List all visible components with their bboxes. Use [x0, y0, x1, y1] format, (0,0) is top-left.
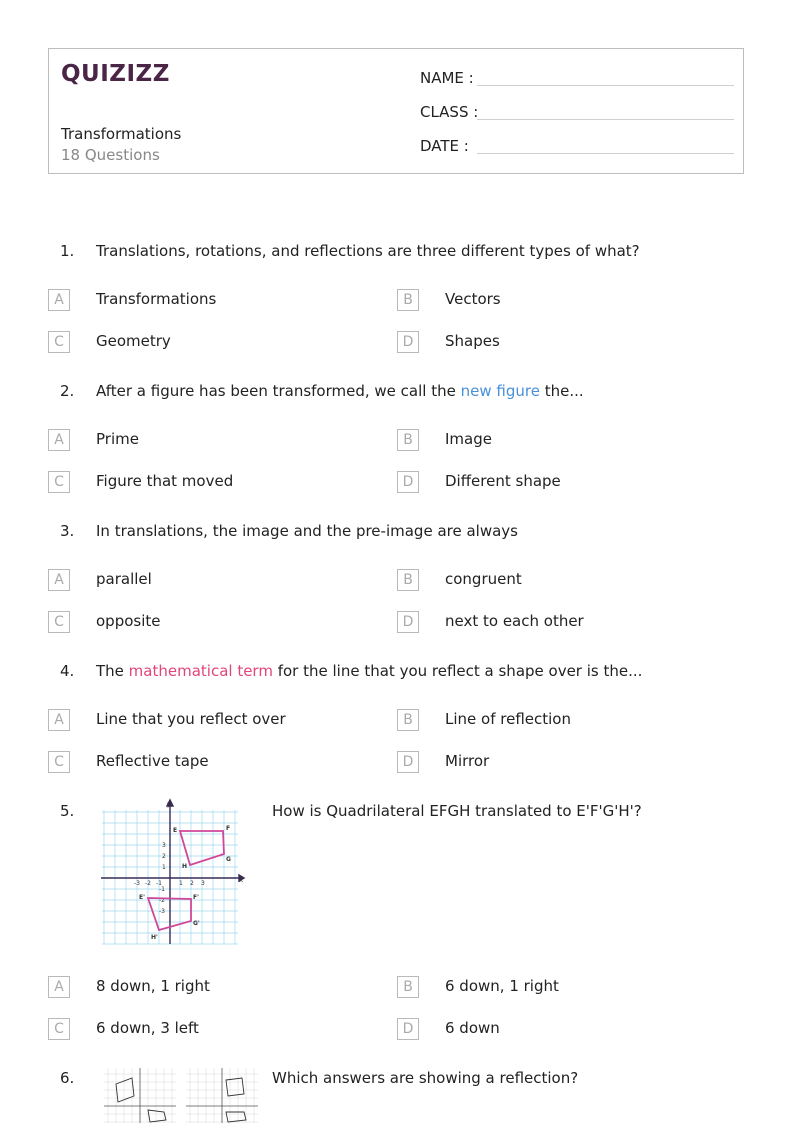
x-tick-label: 3 [201, 880, 205, 887]
y-axis-label: y [167, 801, 171, 808]
option-letter: D [397, 751, 419, 773]
question-number: 1. [60, 242, 75, 260]
vertex-label: H' [151, 934, 158, 941]
highlighted-term: new figure [460, 382, 540, 400]
class-line [477, 119, 734, 120]
question-count: 18 Questions [61, 146, 160, 164]
option-text: congruent [445, 570, 522, 588]
option-letter: C [48, 331, 70, 353]
x-tick-label: -3 [134, 880, 140, 887]
question-number: 5. [60, 802, 75, 820]
y-tick-label: -2 [159, 897, 165, 904]
option-text: Line that you reflect over [96, 710, 286, 728]
question-number: 3. [60, 522, 75, 540]
option-text: Shapes [445, 332, 500, 350]
option-text: Transformations [96, 290, 217, 308]
option-text: Reflective tape [96, 752, 209, 770]
x-tick-label: 1 [179, 880, 183, 887]
reflection-graph-1 [100, 1066, 180, 1123]
y-tick-label: -3 [159, 908, 165, 915]
date-field[interactable] [420, 137, 734, 155]
y-tick-label: -1 [159, 886, 165, 893]
option-letter: C [48, 751, 70, 773]
question-text-part: After a figure has been transformed, we call the [96, 382, 461, 400]
option-text: opposite [96, 612, 161, 630]
question-number: 4. [60, 662, 75, 680]
name-line [477, 85, 734, 86]
option-letter: C [48, 1018, 70, 1040]
axes [101, 800, 244, 944]
option-letter: D [397, 471, 419, 493]
question-text: Translations, rotations, and reflections are three different types of what? [96, 242, 640, 260]
name-label: NAME : [420, 69, 474, 87]
option-letter: A [48, 569, 70, 591]
option-letter: D [397, 331, 419, 353]
question-number: 6. [60, 1069, 75, 1087]
option-letter: B [397, 976, 419, 998]
date-line [477, 153, 734, 154]
x-tick-label: -2 [145, 880, 151, 887]
vertex-label: E' [139, 894, 145, 901]
option-letter: A [48, 709, 70, 731]
option-letter: B [397, 289, 419, 311]
option-text: Image [445, 430, 492, 448]
option-text: Geometry [96, 332, 171, 350]
coordinate-graph [98, 798, 246, 946]
quizizz-logo: QUIZIZZ [61, 61, 170, 87]
worksheet-header [48, 48, 744, 174]
date-label: DATE : [420, 137, 469, 155]
option-letter: D [397, 611, 419, 633]
highlighted-term: mathematical term [128, 662, 273, 680]
reflection-graph-2 [182, 1066, 262, 1123]
option-letter: D [397, 1018, 419, 1040]
question-text: In translations, the image and the pre-image are always [96, 522, 518, 540]
question-text-part: The [96, 662, 129, 680]
option-text: Vectors [445, 290, 501, 308]
question-text-part: for the line that you reflect a shape over is the... [272, 662, 643, 680]
vertex-label: G [226, 856, 231, 863]
x-tick-label: -1 [156, 880, 162, 887]
option-text: Line of reflection [445, 710, 571, 728]
y-tick-label: 3 [162, 842, 166, 849]
question-text [96, 662, 642, 680]
option-text: Different shape [445, 472, 561, 490]
class-field[interactable] [420, 103, 734, 121]
y-tick-label: 2 [162, 853, 166, 860]
option-letter: C [48, 611, 70, 633]
option-text: 6 down, 3 left [96, 1019, 199, 1037]
question-text: How is Quadrilateral EFGH translated to E'F'G'H'? [272, 802, 642, 820]
x-tick-label: 2 [190, 880, 194, 887]
option-letter: B [397, 709, 419, 731]
option-text: Prime [96, 430, 139, 448]
vertex-label: F' [193, 894, 199, 901]
option-text: parallel [96, 570, 152, 588]
option-letter: A [48, 289, 70, 311]
option-letter: B [397, 429, 419, 451]
option-text: Figure that moved [96, 472, 234, 490]
x-axis-label: x [239, 876, 244, 884]
option-text: next to each other [445, 612, 584, 630]
option-text: 8 down, 1 right [96, 977, 210, 995]
option-letter: B [397, 569, 419, 591]
name-field[interactable] [420, 69, 734, 87]
option-text: 6 down [445, 1019, 500, 1037]
vertex-label: E [173, 827, 178, 834]
question-text [96, 382, 584, 400]
option-letter: A [48, 976, 70, 998]
question-text-part: the... [539, 382, 584, 400]
question-number: 2. [60, 382, 75, 400]
option-letter: A [48, 429, 70, 451]
option-text: 6 down, 1 right [445, 977, 559, 995]
question-text: Which answers are showing a reflection? [272, 1069, 579, 1087]
y-tick-label: 1 [162, 864, 166, 871]
class-label: CLASS : [420, 103, 479, 121]
vertex-label: H [182, 863, 188, 870]
worksheet-title: Transformations [61, 125, 182, 143]
vertex-label: G' [193, 920, 200, 927]
vertex-label: F [226, 825, 231, 832]
option-text: Mirror [445, 752, 490, 770]
option-letter: C [48, 471, 70, 493]
